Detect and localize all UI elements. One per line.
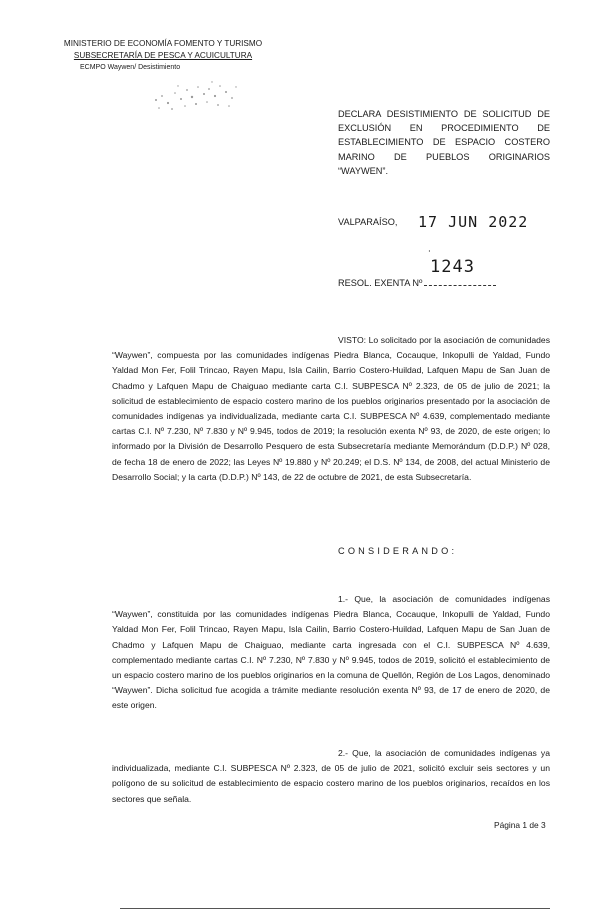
paragraph-1-lead: 1.- Que, la asociación de comunidades xyxy=(338,594,507,604)
resolution-title: DECLARA DESISTIMIENTO DE SOLICITUD DE EXCLUSIÓN EN PROCEDIMIENTO DE ESTABLECIMIENTO DE ESPACIO COSTERO MARINO DE PUEBLOS ORIGINARIOS “WAYWEN”. xyxy=(338,109,550,176)
resolution-number: 1243 xyxy=(430,257,475,277)
ministry-name: MINISTERIO DE ECONOMÍA FOMENTO Y TURISMO xyxy=(63,39,263,48)
visto-text: Lo solicitado por la asociación de comunidades “Waywen”, compuesta por las comunidades indígenas Piedra Blanca, Cocauque, Inkopulli de Yaldad, Fundo Yaldad Mon Fer, Folil Trincao, Rayen Mapu, Isla Cailin, Barrio Costero-Huildad, Lafquen Mapu de San Juan de Chadmo y Lafquen Mapu de Chaiguao mediante carta C.I. SUBPESCA Nº 2.323, de 05 de julio de 2021; la solicitud de establecimiento de espacio costero marino de los pueblos originarios presentado por la asociación de comunidades indígenas ya individualizada, mediante carta C.I. SUBPESCA Nº 4.639, complementado mediante cartas C.I. Nº 7.230, Nº 7.830 y Nº 9.945, todos de 2019; la resolución exenta Nº 93, de 2020, de este origen; lo informado por la División de Desarrollo Pesquero de esta Subsecretaría mediante Memorándum (D.D.P.) Nº 028, de fecha 18 de enero de 2022; las Leyes Nº 19.880 y Nº 20.249; el D.S. Nº 134, de 2008, del actual Ministerio de Desarrollo Social; y la carta (D.D.P.) Nº 143, de 22 de octubre de 2021, de esta Subsecretaría. xyxy=(112,335,551,482)
paragraph-1-text: indígenas “Waywen”, constituida por las comunidades indígenas Piedra Blanca, Cocauque, Inkopulli de Yaldad, Fundo Yaldad Mon Fer, Folil Trincao, Rayen Mapu, Isla Cailin, Barrio Costero-Huildad, Lafquen Mapu de San Juan de Chadmo y Lafquen Mapu de Chaiguao, mediante carta ingresada con el C.I. SUBPESCA Nº 4.639, complementado mediante cartas C.I. Nº 7.230, Nº 7.830 y Nº 9.945, todos de 2019, solicitó el establecimiento de un espacio costero marino de los pueblos originarios en la comuna de Quellón, Región de Los Lagos, denominado “Waywen”. Dicha solicitud fue acogida a trámite mediante resolución exenta Nº 93, de 17 de enero de 2020, de este origen. xyxy=(112,594,551,711)
considerando-paragraph-2 xyxy=(112,746,550,807)
bottom-rule xyxy=(120,908,550,909)
stamp-mark: ˙ xyxy=(428,248,432,262)
considerando-paragraph-1 xyxy=(112,592,550,714)
considerando-heading: CONSIDERANDO: xyxy=(338,546,458,556)
place-label: VALPARAÍSO, xyxy=(338,217,398,227)
resolution-line xyxy=(338,277,496,288)
page-number: Página 1 de 3 xyxy=(494,820,546,830)
resolution-number-blank xyxy=(424,277,496,286)
visto-paragraph xyxy=(112,333,550,485)
paragraph-2-text: indígenas ya individualizada, mediante C.I. SUBPESCA Nº 2.323, de 05 de julio de 2021, solicitó excluir seis sectores y un polígono de su solicitud de establecimiento de espacio costero marino de los pueblos originarios, recaídos en los sectores que señala. xyxy=(112,748,551,804)
stamped-date: 17 JUN 2022 xyxy=(418,213,529,231)
subsecretaria-name: SUBSECRETARÍA DE PESCA Y ACUICULTURA xyxy=(73,51,253,60)
letterhead xyxy=(58,38,268,74)
paragraph-2-lead: 2.- Que, la asociación de comunidades xyxy=(338,748,496,758)
document-reference: ECMPO Waywen/ Desistimiento xyxy=(80,64,181,71)
resolution-label: RESOL. EXENTA Nº xyxy=(338,278,423,288)
visto-heading: VISTO: xyxy=(338,335,367,345)
official-stamp xyxy=(148,78,240,114)
